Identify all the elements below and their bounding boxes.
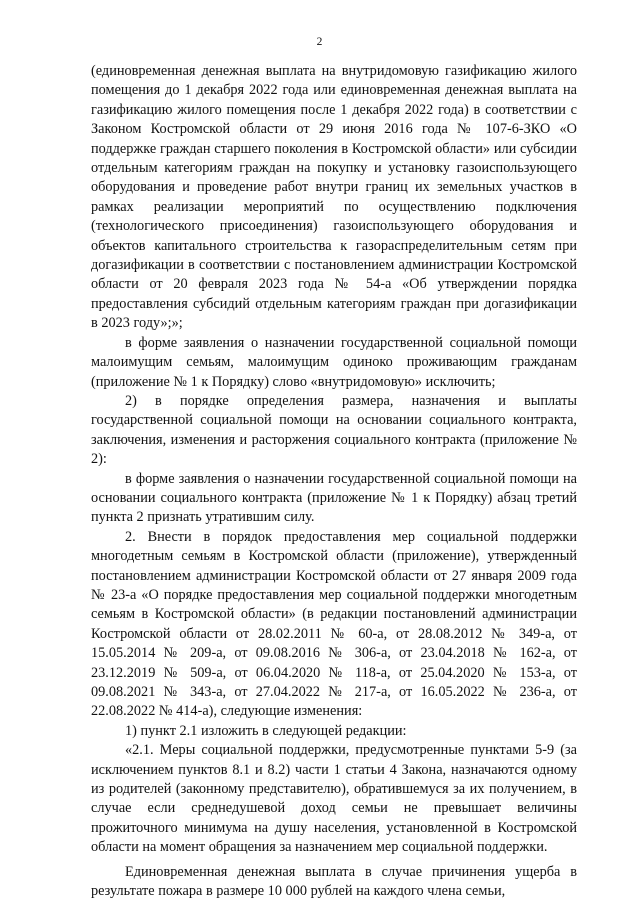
paragraph-item-1: 1) пункт 2.1 изложить в следующей редакции: <box>125 722 407 739</box>
paragraph-application-form-2: в форме заявления о назначении государственной социальной помощи на основании социального контракта (приложение № 1 к Порядку) абзац третий пункта 2 признать утратившим силу. <box>91 470 577 526</box>
paragraph-continuation: (единовременная денежная выплата на внутридомовую газификацию жилого помещения до 1 декабря 2022 года или единовременная денежная выплата на газификацию жилого помещения после 1 декабря 2022 года) в соответствии с Законом Костромской области от 29 июня 2016 года № 107-6-ЗКО «О поддержке граждан старшего поколения в Костромской области» или субсидии отдельным категориям граждан на покупку и установку газоиспользующего оборудования и проведение работ внутри границ их земельных участков в рамках реализации мероприятий по осуществлению подключения (технологического присоединения) газоиспользующего оборудования и объектов капитального строительства к газораспределительным сетям при догазификации в соответствии с постановлением администрации Костромской области от 20 февраля 2023 года № 54-а «Об утверждении порядка предоставления субсидий отдельным категориям граждан при догазификации в 2023 году»;»; <box>91 63 577 332</box>
paragraph-section-2: 2. Внести в порядок предоставления мер социальной поддержки многодетным семьям в Костромской области (приложение), утвержденный постановлением администрации Костромской области от 27 января 2009 года № 23-а «О порядке предоставления мер социальной поддержки многодетным семьям в Костромской области» (в редакции постановлений администрации Костромской области от 28.02.2011 № 60-а, от 28.08.2012 № 349-а, от 15.05.2014 № 209-а, от 09.08.2016 № 306-а, от 23.04.2018 № 162-а, от 23.12.2019 № 509-а, от 06.04.2020 № 118-а, от 25.04.2020 № 153-а, от 09.08.2021 № 343-а, от 27.04.2022 № 217-а, от 16.05.2022 № 236-а, от 22.08.2022 № 414-а), следующие изменения: <box>91 528 577 720</box>
paragraph-lump-sum-payment: Единовременная денежная выплата в случае причинения ущерба в результате пожара в размере 10 000 рублей на каждого члена семьи, <box>91 863 577 900</box>
paragraph-item-2: 2) в порядке определения размера, назначения и выплаты государственной социальной помощи на основании социального контракта, заключения, изменения и расторжения социального контракта (приложение № 2): <box>91 392 577 468</box>
document-body <box>91 62 577 901</box>
paragraph-clause-2-1: «2.1. Меры социальной поддержки, предусмотренные пунктами 5-9 (за исключением пунктов 8.1 и 8.2) части 1 статьи 4 Закона, назначаются одному из родителей (законному представителю), обратившемуся за их получением, в случае если среднедушевой доход семьи не превышает величины прожиточного минимума на душу населения, установленной в Костромской области на момент обращения за назначением мер социальной поддержки. <box>91 742 577 856</box>
paragraph-application-form-1: в форме заявления о назначении государственной социальной помощи малоимущим семьям, малоимущим одиноко проживающим гражданам (приложение № 1 к Порядку) слово «внутридомовую» исключить; <box>91 334 577 390</box>
page-number: 2 <box>316 36 323 48</box>
